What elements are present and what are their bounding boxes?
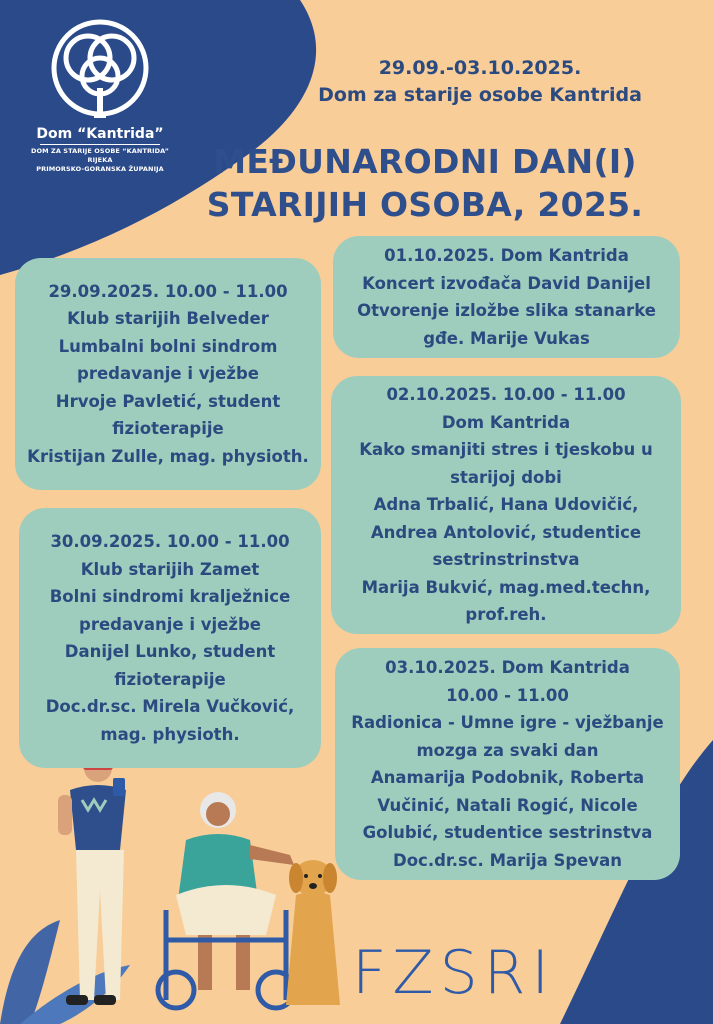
event-line: Doc.dr.sc. Marija Spevan <box>393 850 622 870</box>
event-line: 29.09.2025. 10.00 - 11.00 <box>48 281 288 301</box>
event-line: Danijel Lunko, student <box>64 642 276 661</box>
event-card-4 <box>331 376 681 634</box>
event-line: Andrea Antolović, studentice <box>370 522 642 542</box>
tree-circles-icon <box>50 18 150 118</box>
event-card-5 <box>335 648 680 880</box>
event-line: Klub starijih Zamet <box>80 559 260 579</box>
event-line: Kako smanjiti stres i tjeskobu u <box>359 440 653 460</box>
event-card-1 <box>15 258 321 490</box>
event-line: Marija Bukvić, mag.med.techn, <box>361 577 651 597</box>
logo-subtitle-2: PRIMORSKO-GORANSKA ŽUPANIJA <box>36 165 164 173</box>
event-line: gđe. Marije Vukas <box>423 328 590 348</box>
event-line: Radionica - Umne igre - vježbanje <box>351 713 664 732</box>
event-line: predavanje i vježbe <box>77 364 259 384</box>
dog-illustration <box>286 860 340 1005</box>
logo-divider <box>40 144 160 145</box>
event-line: sestrinstrinstva <box>432 550 580 570</box>
event-venue: Dom za starije osobe Kantrida <box>318 84 642 106</box>
event-line: Lumbalni bolni sindrom <box>58 336 278 356</box>
title-line-2: STARIJIH OSOBA, 2025. <box>206 185 644 224</box>
event-line: Otvorenje izložbe slika stanarke <box>357 301 656 320</box>
older-woman-wheelchair-illustration <box>158 792 294 1008</box>
event-line: Kristijan Zulle, mag. physioth. <box>27 446 309 466</box>
event-line: fizioterapije <box>114 669 226 689</box>
event-line: starijoj dobi <box>450 467 562 487</box>
event-line: 02.10.2025. 10.00 - 11.00 <box>386 385 626 405</box>
event-line: prof.reh. <box>465 605 547 625</box>
event-line: Adna Trbalić, Hana Udovičić, <box>373 495 639 515</box>
event-line: 03.10.2025. Dom Kantrida <box>385 658 630 677</box>
event-line: 30.09.2025. 10.00 - 11.00 <box>50 532 290 551</box>
event-line: Bolni sindromi kralježnice <box>49 587 291 606</box>
event-line: Golubić, studentice sestrinstva <box>362 823 653 842</box>
page-title <box>160 140 690 226</box>
event-line: Doc.dr.sc. Mirela Vučković, <box>45 697 295 716</box>
older-man-illustration <box>58 752 126 1005</box>
event-dates: 29.09.-03.10.2025. <box>378 57 582 79</box>
event-header <box>290 55 670 109</box>
event-line: Anamarija Podobnik, Roberta <box>370 768 645 787</box>
event-line: mozga za svaki dan <box>416 740 599 760</box>
event-line: 10.00 - 11.00 <box>446 685 569 705</box>
event-line: Vučinić, Natali Rogić, Nicole <box>377 795 638 815</box>
event-line: 01.10.2025. Dom Kantrida <box>384 246 629 265</box>
event-line: Klub starijih Belveder <box>67 309 269 329</box>
logo-subtitle-1: DOM ZA STARIJE OSOBE “KANTRIDA” RIJEKA <box>30 147 170 164</box>
event-line: Koncert izvođača David Danijel <box>362 273 651 293</box>
event-card-3 <box>333 236 680 358</box>
event-card-2 <box>19 508 321 768</box>
logo-name: Dom “Kantrida” <box>36 126 164 142</box>
event-line: mag. physioth. <box>100 724 240 744</box>
title-line-1: MEĐUNARODNI DAN(I) <box>213 142 637 181</box>
event-line: Hrvoje Pavletić, student <box>55 391 281 411</box>
event-line: Dom Kantrida <box>441 412 571 432</box>
event-line: fizioterapije <box>112 419 224 439</box>
event-line: predavanje i vježbe <box>79 614 261 634</box>
organization-logo <box>20 18 180 174</box>
partner-logo: FZSRI <box>352 938 556 1008</box>
